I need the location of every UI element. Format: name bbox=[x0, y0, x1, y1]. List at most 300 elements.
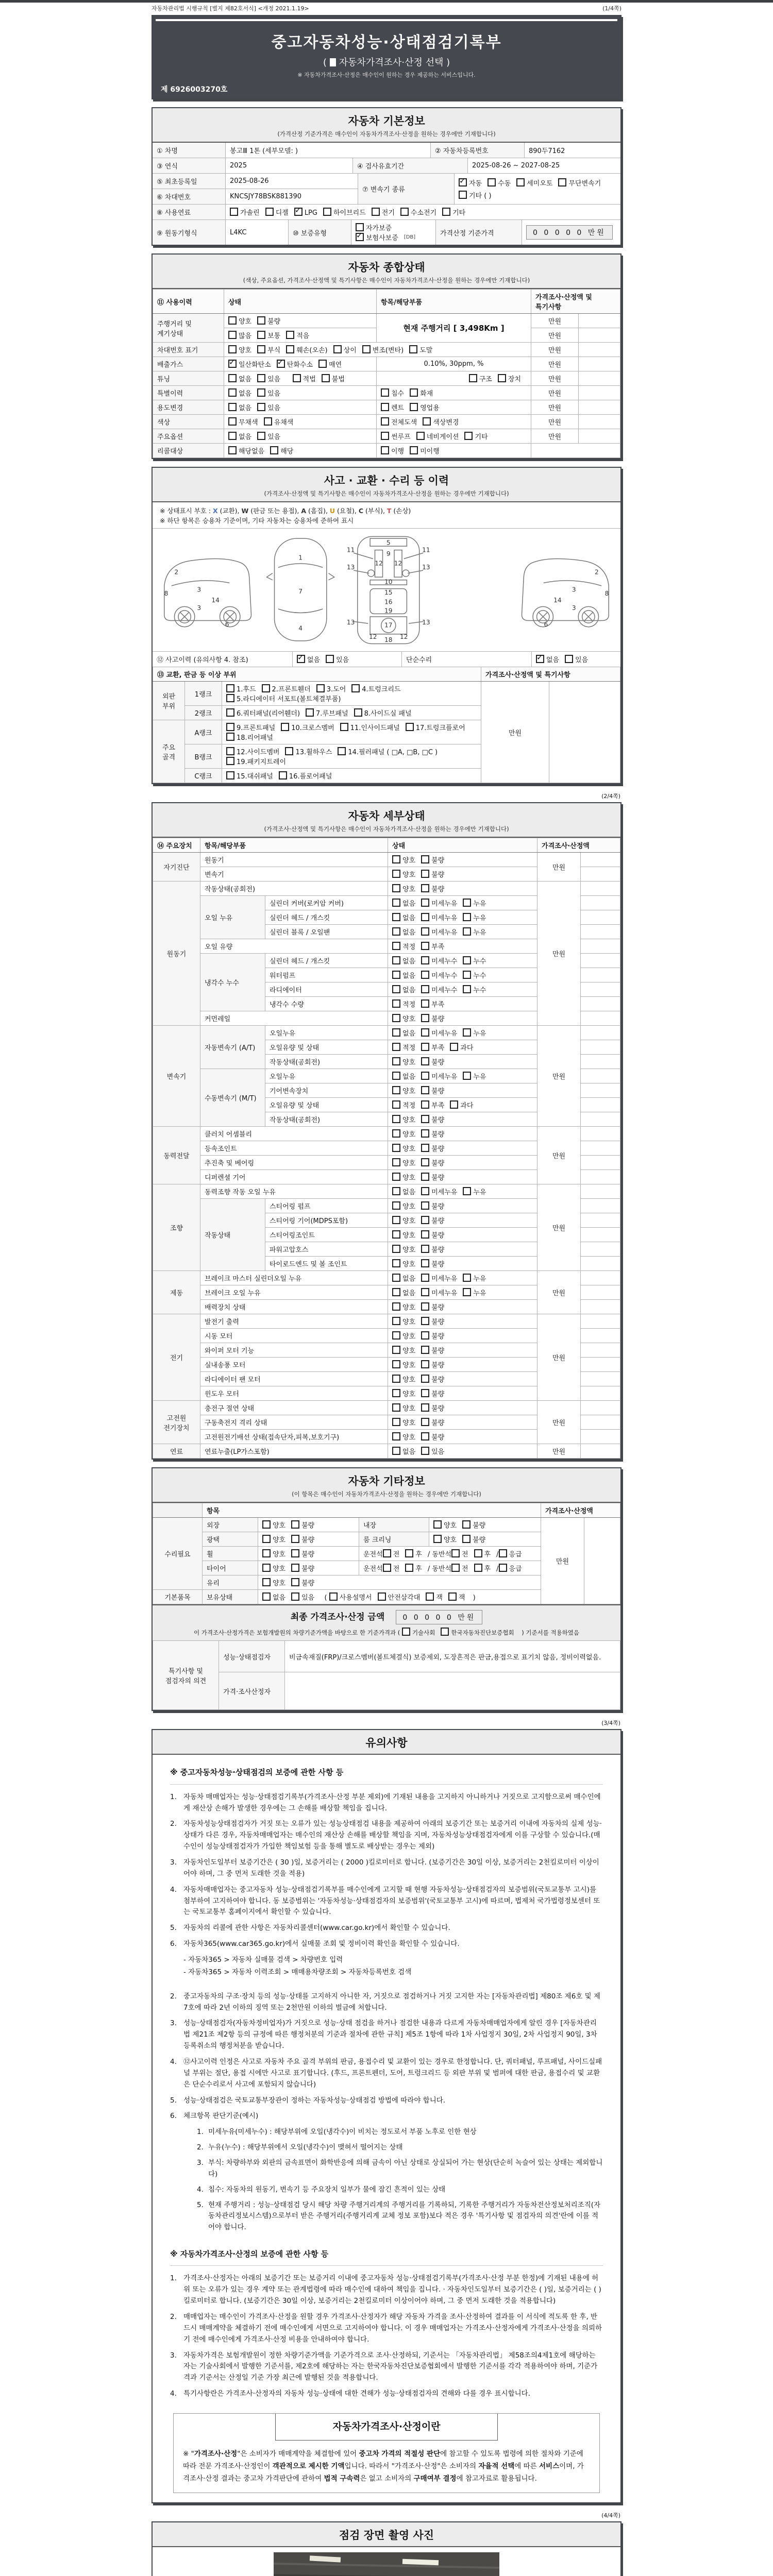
checkbox-option[interactable] bbox=[459, 178, 482, 188]
checkbox[interactable] bbox=[279, 771, 287, 779]
checkbox-option[interactable] bbox=[262, 686, 311, 693]
checkbox[interactable] bbox=[499, 1549, 507, 1557]
checkbox-option[interactable] bbox=[463, 1275, 486, 1283]
checkbox-option[interactable] bbox=[257, 347, 280, 354]
checkbox-option[interactable] bbox=[392, 1275, 415, 1283]
checkbox-option[interactable] bbox=[421, 1391, 444, 1398]
checkbox[interactable] bbox=[392, 1187, 400, 1195]
checkbox-option[interactable] bbox=[293, 376, 316, 383]
checkbox-option[interactable] bbox=[421, 1102, 444, 1110]
checkbox[interactable] bbox=[405, 1564, 413, 1572]
checkbox[interactable] bbox=[498, 374, 506, 382]
checkbox[interactable] bbox=[392, 1043, 400, 1051]
checkbox-option[interactable] bbox=[297, 654, 320, 664]
checkbox-option[interactable] bbox=[421, 1261, 444, 1268]
checkbox-option[interactable] bbox=[392, 943, 415, 951]
checkbox-option[interactable] bbox=[354, 710, 412, 718]
checkbox[interactable] bbox=[286, 345, 294, 353]
checkbox-option[interactable] bbox=[421, 1246, 444, 1254]
checkbox-option[interactable] bbox=[226, 724, 275, 732]
checkbox-option[interactable] bbox=[410, 448, 440, 455]
checkbox[interactable] bbox=[410, 403, 418, 411]
checkbox[interactable] bbox=[318, 360, 327, 368]
checkbox[interactable] bbox=[474, 1549, 482, 1557]
checkbox-option[interactable] bbox=[421, 987, 457, 994]
checkbox[interactable] bbox=[462, 1520, 470, 1529]
checkbox[interactable] bbox=[558, 178, 566, 187]
checkbox-option[interactable] bbox=[392, 1290, 415, 1297]
checkbox[interactable] bbox=[421, 1375, 429, 1383]
checkbox[interactable] bbox=[421, 1144, 429, 1152]
checkbox[interactable] bbox=[262, 1549, 271, 1557]
checkbox-option[interactable] bbox=[228, 419, 258, 427]
checkbox[interactable] bbox=[421, 1288, 429, 1296]
checkbox[interactable] bbox=[421, 1014, 429, 1022]
checkbox[interactable] bbox=[286, 331, 294, 339]
checkbox-option[interactable] bbox=[381, 404, 404, 412]
checkbox-option[interactable] bbox=[406, 724, 465, 732]
checkbox[interactable] bbox=[381, 388, 389, 397]
checkbox-option[interactable] bbox=[463, 929, 486, 937]
checkbox-option[interactable] bbox=[421, 958, 457, 965]
checkbox[interactable] bbox=[402, 1628, 410, 1636]
checkbox[interactable] bbox=[262, 1520, 271, 1529]
checkbox-option[interactable] bbox=[421, 1405, 444, 1413]
checkbox-option[interactable] bbox=[392, 1174, 415, 1182]
checkbox[interactable] bbox=[392, 1129, 400, 1138]
checkbox[interactable] bbox=[383, 1564, 391, 1572]
checkbox-option[interactable] bbox=[392, 1434, 415, 1442]
checkbox-option[interactable] bbox=[230, 207, 260, 217]
checkbox-option[interactable] bbox=[405, 1551, 422, 1558]
checkbox[interactable] bbox=[381, 403, 389, 411]
checkbox[interactable] bbox=[392, 855, 400, 863]
checkbox-option[interactable] bbox=[474, 1551, 491, 1558]
checkbox-option[interactable] bbox=[392, 871, 415, 879]
checkbox-option[interactable] bbox=[291, 1522, 314, 1530]
checkbox-option[interactable] bbox=[451, 1565, 468, 1573]
checkbox-option[interactable] bbox=[392, 1160, 415, 1167]
checkbox[interactable] bbox=[356, 233, 364, 241]
checkbox-option[interactable] bbox=[423, 419, 459, 427]
checkbox-option[interactable] bbox=[421, 1275, 457, 1283]
checkbox[interactable] bbox=[416, 432, 425, 440]
checkbox[interactable] bbox=[322, 374, 330, 382]
checkbox-option[interactable] bbox=[488, 178, 511, 188]
checkbox-option[interactable] bbox=[463, 1290, 486, 1297]
checkbox[interactable] bbox=[423, 417, 431, 426]
checkbox-option[interactable] bbox=[421, 914, 457, 922]
checkbox-option[interactable] bbox=[392, 929, 415, 937]
checkbox-option[interactable] bbox=[421, 1376, 444, 1384]
checkbox[interactable] bbox=[291, 1578, 299, 1586]
checkbox[interactable] bbox=[406, 723, 414, 731]
checkbox-option[interactable] bbox=[469, 376, 492, 383]
checkbox[interactable] bbox=[448, 1592, 457, 1601]
checkbox-option[interactable] bbox=[351, 686, 400, 693]
checkbox-option[interactable] bbox=[463, 972, 486, 980]
checkbox[interactable] bbox=[306, 708, 314, 717]
checkbox[interactable] bbox=[392, 956, 400, 964]
checkbox[interactable] bbox=[392, 1447, 400, 1455]
checkbox-option[interactable] bbox=[291, 1594, 314, 1602]
checkbox[interactable] bbox=[257, 374, 265, 382]
checkbox-option[interactable] bbox=[270, 448, 293, 455]
checkbox-option[interactable] bbox=[416, 433, 459, 441]
checkbox[interactable] bbox=[459, 178, 467, 187]
checkbox[interactable] bbox=[228, 388, 237, 397]
checkbox[interactable] bbox=[285, 747, 293, 755]
checkbox-option[interactable] bbox=[421, 929, 457, 937]
checkbox-option[interactable] bbox=[226, 686, 256, 693]
checkbox[interactable] bbox=[421, 1028, 429, 1037]
checkbox[interactable] bbox=[488, 178, 496, 187]
checkbox[interactable] bbox=[441, 1628, 449, 1636]
checkbox[interactable] bbox=[421, 927, 429, 936]
checkbox[interactable] bbox=[451, 1549, 460, 1557]
checkbox-option[interactable] bbox=[450, 1102, 473, 1110]
checkbox[interactable] bbox=[400, 208, 409, 216]
checkbox-option[interactable] bbox=[421, 1174, 444, 1182]
checkbox-option[interactable] bbox=[326, 654, 349, 664]
checkbox[interactable] bbox=[362, 345, 371, 353]
checkbox-option[interactable] bbox=[383, 1565, 400, 1573]
checkbox[interactable] bbox=[421, 1115, 429, 1123]
checkbox-option[interactable] bbox=[463, 958, 486, 965]
checkbox[interactable] bbox=[421, 1100, 429, 1109]
checkbox[interactable] bbox=[421, 999, 429, 1008]
checkbox[interactable] bbox=[421, 870, 429, 878]
checkbox-option[interactable] bbox=[392, 972, 415, 980]
checkbox-option[interactable] bbox=[421, 857, 444, 865]
checkbox-option[interactable] bbox=[228, 347, 251, 354]
checkbox-option[interactable] bbox=[226, 696, 341, 703]
checkbox-option[interactable] bbox=[381, 433, 411, 441]
checkbox-option[interactable] bbox=[392, 1318, 415, 1326]
checkbox-option[interactable] bbox=[421, 1131, 444, 1139]
checkbox[interactable] bbox=[228, 403, 237, 411]
checkbox[interactable] bbox=[392, 1302, 400, 1311]
checkbox[interactable] bbox=[226, 723, 234, 731]
checkbox[interactable] bbox=[392, 1403, 400, 1412]
checkbox[interactable] bbox=[262, 1535, 271, 1543]
checkbox[interactable] bbox=[421, 1360, 429, 1368]
checkbox-option[interactable] bbox=[392, 1347, 415, 1355]
checkbox-option[interactable] bbox=[262, 1594, 285, 1602]
checkbox[interactable] bbox=[421, 1187, 429, 1195]
checkbox[interactable] bbox=[421, 1072, 429, 1080]
checkbox[interactable] bbox=[421, 985, 429, 993]
checkbox[interactable] bbox=[516, 178, 525, 187]
checkbox-option[interactable] bbox=[362, 347, 404, 354]
checkbox-option[interactable] bbox=[536, 654, 559, 664]
checkbox[interactable] bbox=[257, 331, 265, 339]
checkbox[interactable] bbox=[291, 1535, 299, 1543]
checkbox-option[interactable] bbox=[228, 433, 251, 441]
checkbox-option[interactable] bbox=[338, 749, 438, 756]
checkbox[interactable] bbox=[421, 1432, 429, 1440]
checkbox-option[interactable] bbox=[410, 390, 433, 398]
checkbox[interactable] bbox=[356, 223, 364, 231]
checkbox-option[interactable] bbox=[405, 1565, 422, 1573]
checkbox-option[interactable] bbox=[264, 419, 294, 427]
checkbox-option[interactable] bbox=[392, 1333, 415, 1341]
checkbox[interactable] bbox=[392, 1144, 400, 1152]
checkbox-option[interactable] bbox=[392, 900, 415, 908]
checkbox-option[interactable] bbox=[392, 1030, 415, 1038]
checkbox-option[interactable] bbox=[226, 734, 273, 742]
checkbox-option[interactable] bbox=[262, 1522, 285, 1530]
checkbox-option[interactable] bbox=[463, 900, 486, 908]
checkbox[interactable] bbox=[450, 1043, 458, 1051]
checkbox[interactable] bbox=[421, 1389, 429, 1397]
checkbox-option[interactable] bbox=[226, 710, 300, 718]
checkbox-option[interactable] bbox=[226, 749, 279, 756]
checkbox-option[interactable] bbox=[421, 1304, 444, 1312]
checkbox[interactable] bbox=[421, 1331, 429, 1340]
checkbox[interactable] bbox=[421, 1216, 429, 1224]
checkbox-option[interactable] bbox=[463, 987, 486, 994]
checkbox[interactable] bbox=[381, 432, 389, 440]
checkbox-option[interactable] bbox=[565, 654, 588, 664]
checkbox[interactable] bbox=[392, 1072, 400, 1080]
checkbox[interactable] bbox=[392, 1230, 400, 1239]
checkbox-option[interactable] bbox=[228, 361, 271, 369]
checkbox-option[interactable] bbox=[392, 1088, 415, 1095]
checkbox[interactable] bbox=[442, 208, 450, 216]
checkbox-option[interactable] bbox=[291, 1536, 314, 1544]
checkbox-option[interactable] bbox=[421, 1044, 444, 1052]
checkbox[interactable] bbox=[392, 1057, 400, 1065]
checkbox[interactable] bbox=[392, 1173, 400, 1181]
checkbox[interactable] bbox=[372, 208, 380, 216]
checkbox[interactable] bbox=[499, 1564, 507, 1572]
checkbox[interactable] bbox=[410, 388, 418, 397]
checkbox[interactable] bbox=[464, 432, 473, 440]
checkbox-option[interactable] bbox=[262, 1580, 285, 1587]
checkbox-option[interactable] bbox=[421, 1160, 444, 1167]
checkbox-option[interactable] bbox=[381, 448, 404, 455]
checkbox[interactable] bbox=[392, 1245, 400, 1253]
checkbox[interactable] bbox=[228, 432, 237, 440]
checkbox-option[interactable] bbox=[392, 1073, 415, 1081]
checkbox[interactable] bbox=[421, 1259, 429, 1267]
checkbox-option[interactable] bbox=[257, 433, 280, 441]
checkbox-option[interactable] bbox=[421, 1347, 444, 1355]
checkbox[interactable] bbox=[421, 855, 429, 863]
checkbox-option[interactable] bbox=[421, 1232, 444, 1240]
checkbox[interactable] bbox=[421, 942, 429, 950]
checkbox-option[interactable] bbox=[441, 1629, 514, 1636]
checkbox-option[interactable] bbox=[294, 208, 317, 217]
checkbox-option[interactable] bbox=[421, 1203, 444, 1211]
checkbox-option[interactable] bbox=[228, 318, 251, 326]
checkbox-option[interactable] bbox=[421, 1290, 457, 1297]
checkbox-option[interactable] bbox=[392, 1102, 415, 1110]
checkbox[interactable] bbox=[392, 1259, 400, 1267]
checkbox[interactable] bbox=[265, 208, 274, 216]
checkbox-option[interactable] bbox=[392, 987, 415, 994]
checkbox-option[interactable] bbox=[421, 1318, 444, 1326]
checkbox[interactable] bbox=[228, 417, 237, 426]
checkbox[interactable] bbox=[463, 1187, 471, 1195]
checkbox-option[interactable] bbox=[421, 972, 457, 980]
checkbox[interactable] bbox=[228, 360, 237, 368]
checkbox[interactable] bbox=[392, 1201, 400, 1210]
checkbox[interactable] bbox=[291, 1564, 299, 1572]
checkbox[interactable] bbox=[323, 208, 331, 216]
checkbox[interactable] bbox=[463, 1028, 471, 1037]
checkbox[interactable] bbox=[316, 684, 325, 692]
checkbox[interactable] bbox=[392, 884, 400, 892]
checkbox-option[interactable] bbox=[450, 1044, 473, 1052]
checkbox[interactable] bbox=[392, 1028, 400, 1037]
checkbox[interactable] bbox=[392, 999, 400, 1008]
checkbox-option[interactable] bbox=[433, 1522, 457, 1530]
checkbox-option[interactable] bbox=[392, 1116, 415, 1124]
checkbox-option[interactable] bbox=[262, 1551, 285, 1558]
checkbox[interactable] bbox=[421, 1346, 429, 1354]
checkbox-option[interactable] bbox=[459, 190, 492, 200]
checkbox[interactable] bbox=[392, 927, 400, 936]
checkbox-option[interactable] bbox=[392, 1203, 415, 1211]
checkbox[interactable] bbox=[226, 771, 234, 779]
checkbox-option[interactable] bbox=[392, 1362, 415, 1369]
checkbox[interactable] bbox=[421, 1129, 429, 1138]
checkbox[interactable] bbox=[409, 345, 417, 353]
checkbox[interactable] bbox=[405, 1549, 413, 1557]
checkbox[interactable] bbox=[462, 1535, 470, 1543]
checkbox-option[interactable] bbox=[333, 347, 357, 354]
checkbox-option[interactable] bbox=[433, 1536, 457, 1544]
checkbox-option[interactable] bbox=[421, 1015, 444, 1023]
checkbox[interactable] bbox=[463, 913, 471, 921]
checkbox-option[interactable] bbox=[558, 178, 601, 188]
checkbox[interactable] bbox=[433, 1520, 442, 1529]
checkbox[interactable] bbox=[459, 191, 467, 199]
checkbox[interactable] bbox=[421, 899, 429, 907]
checkbox[interactable] bbox=[421, 1230, 429, 1239]
checkbox-option[interactable] bbox=[392, 1044, 415, 1052]
checkbox[interactable] bbox=[392, 971, 400, 979]
checkbox[interactable] bbox=[421, 1173, 429, 1181]
checkbox-option[interactable] bbox=[383, 1551, 400, 1558]
checkbox-option[interactable] bbox=[279, 773, 332, 781]
checkbox[interactable] bbox=[226, 733, 234, 741]
checkbox-option[interactable] bbox=[340, 724, 400, 732]
checkbox-option[interactable] bbox=[262, 1565, 285, 1573]
checkbox[interactable] bbox=[228, 446, 237, 454]
checkbox-option[interactable] bbox=[286, 332, 309, 340]
checkbox[interactable] bbox=[262, 1592, 271, 1601]
checkbox[interactable] bbox=[226, 757, 234, 765]
checkbox-option[interactable] bbox=[474, 1565, 491, 1573]
checkbox[interactable] bbox=[392, 1216, 400, 1224]
checkbox-option[interactable] bbox=[228, 376, 251, 383]
checkbox-option[interactable] bbox=[381, 419, 417, 427]
checkbox[interactable] bbox=[270, 446, 278, 454]
checkbox-option[interactable] bbox=[323, 207, 366, 217]
checkbox[interactable] bbox=[226, 684, 234, 692]
checkbox[interactable] bbox=[297, 655, 305, 663]
checkbox[interactable] bbox=[536, 655, 544, 663]
checkbox[interactable] bbox=[392, 1274, 400, 1282]
checkbox-option[interactable] bbox=[392, 1304, 415, 1312]
checkbox[interactable] bbox=[383, 1549, 391, 1557]
checkbox-option[interactable] bbox=[463, 1030, 486, 1038]
checkbox[interactable] bbox=[392, 899, 400, 907]
checkbox-option[interactable] bbox=[392, 886, 415, 893]
checkbox-option[interactable] bbox=[392, 1001, 415, 1009]
checkbox-option[interactable] bbox=[421, 1333, 444, 1341]
checkbox-option[interactable] bbox=[322, 376, 345, 383]
checkbox[interactable] bbox=[421, 1086, 429, 1094]
checkbox-option[interactable] bbox=[392, 1419, 415, 1427]
checkbox-option[interactable] bbox=[392, 1232, 415, 1240]
checkbox-option[interactable] bbox=[228, 332, 251, 340]
checkbox-option[interactable] bbox=[421, 1059, 444, 1066]
checkbox-option[interactable] bbox=[421, 1434, 444, 1442]
checkbox-option[interactable] bbox=[392, 1391, 415, 1398]
checkbox[interactable] bbox=[426, 1592, 434, 1601]
checkbox-option[interactable] bbox=[421, 1073, 457, 1081]
checkbox[interactable] bbox=[294, 208, 303, 216]
checkbox[interactable] bbox=[565, 655, 573, 663]
checkbox[interactable] bbox=[421, 1302, 429, 1311]
checkbox[interactable] bbox=[392, 1432, 400, 1440]
checkbox[interactable] bbox=[338, 747, 346, 755]
checkbox-option[interactable] bbox=[392, 1448, 415, 1456]
checkbox[interactable] bbox=[392, 1418, 400, 1426]
checkbox-option[interactable] bbox=[421, 1448, 444, 1456]
checkbox[interactable] bbox=[392, 1014, 400, 1022]
checkbox[interactable] bbox=[291, 1549, 299, 1557]
checkbox-option[interactable] bbox=[257, 390, 280, 398]
checkbox-option[interactable] bbox=[499, 1565, 522, 1573]
checkbox[interactable] bbox=[228, 345, 237, 353]
checkbox[interactable] bbox=[421, 1274, 429, 1282]
checkbox-option[interactable] bbox=[410, 404, 440, 412]
checkbox[interactable] bbox=[410, 446, 418, 454]
checkbox-option[interactable] bbox=[285, 749, 332, 756]
checkbox-option[interactable] bbox=[392, 914, 415, 922]
checkbox[interactable] bbox=[421, 1057, 429, 1065]
checkbox[interactable] bbox=[392, 1389, 400, 1397]
checkbox[interactable] bbox=[326, 655, 334, 663]
checkbox[interactable] bbox=[421, 1317, 429, 1325]
checkbox-option[interactable] bbox=[421, 943, 444, 951]
checkbox-option[interactable] bbox=[316, 686, 346, 693]
checkbox[interactable] bbox=[392, 1360, 400, 1368]
checkbox-option[interactable] bbox=[265, 207, 289, 217]
checkbox-option[interactable] bbox=[392, 1405, 415, 1413]
checkbox-option[interactable] bbox=[291, 1551, 314, 1558]
checkbox-option[interactable] bbox=[281, 724, 334, 732]
checkbox[interactable] bbox=[392, 1100, 400, 1109]
checkbox-option[interactable] bbox=[421, 1001, 444, 1009]
checkbox-option[interactable] bbox=[392, 1015, 415, 1023]
checkbox-option[interactable] bbox=[226, 758, 286, 766]
checkbox[interactable] bbox=[450, 1100, 458, 1109]
checkbox[interactable] bbox=[257, 403, 265, 411]
checkbox[interactable] bbox=[421, 1447, 429, 1455]
checkbox-option[interactable] bbox=[329, 1594, 372, 1602]
checkbox[interactable] bbox=[392, 1331, 400, 1340]
checkbox-option[interactable] bbox=[421, 1189, 457, 1196]
checkbox-option[interactable] bbox=[228, 448, 264, 455]
checkbox-option[interactable] bbox=[392, 1217, 415, 1225]
checkbox[interactable] bbox=[463, 1288, 471, 1296]
